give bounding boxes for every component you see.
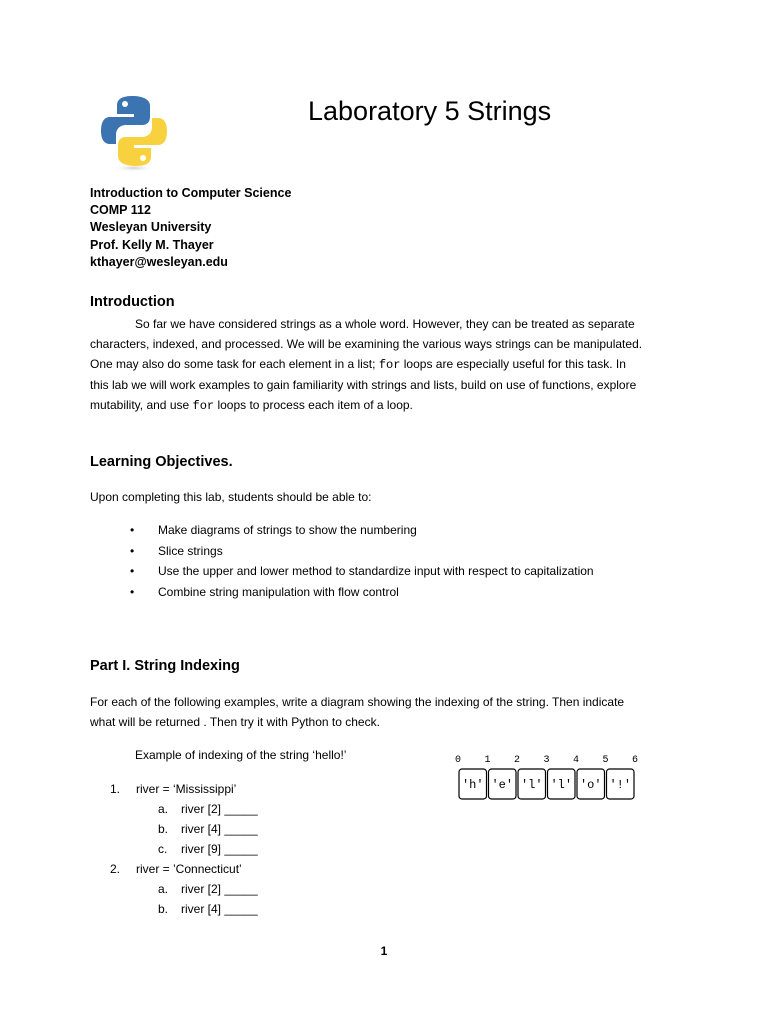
python-logo-icon [98, 92, 170, 174]
char-label: 'l' [520, 778, 543, 792]
page-number: 1 [380, 944, 388, 958]
paragraph-line: For each of the following examples, write a diagram showing the indexing of the string. Then indicate [90, 695, 625, 709]
bullet-icon: • [130, 523, 135, 537]
sub-question [110, 819, 258, 839]
text-run: loops to process each item of a loop. [214, 397, 413, 412]
paragraph-line [90, 354, 680, 374]
objectives-lead [90, 487, 680, 507]
bullet-icon: • [130, 584, 135, 599]
inline-code: for [192, 398, 215, 413]
char-label: 'h' [461, 778, 484, 792]
professor-email: kthayer@wesleyan.edu [90, 254, 228, 269]
question-list [110, 779, 258, 919]
paragraph-line [90, 395, 680, 415]
paragraph-line: So far we have considered strings as a whole word. However, they can be treated as separate [135, 317, 635, 331]
sub-question [110, 839, 258, 859]
index-label: 6 [631, 755, 639, 766]
list-item-text: Use the upper and lower method to standardize input with respect to capitalization [158, 564, 594, 579]
list-item-text: Slice strings [158, 543, 223, 558]
inline-code: for [378, 358, 401, 373]
index-label: 1 [484, 755, 491, 766]
sub-question [110, 799, 258, 819]
list-item-text: Combine string manipulation with flow control [158, 584, 399, 599]
sub-question-letter: c. [158, 842, 168, 856]
bullet-icon: • [130, 564, 135, 579]
string-index-diagram [450, 752, 650, 804]
question-text: river = ‘Mississippi’ [136, 782, 237, 796]
course-code: COMP 112 [90, 203, 151, 218]
index-label: 3 [543, 755, 550, 766]
list-item [130, 561, 594, 582]
course-name: Introduction to Computer Science [90, 186, 292, 200]
text-run: loops are especially useful for this task. In [400, 357, 626, 372]
question-number: 2. [110, 862, 121, 876]
sub-question-text: river [4] _____ [181, 902, 258, 916]
sub-question-text: river [2] _____ [181, 882, 258, 896]
sub-question-text: river [4] _____ [181, 822, 258, 836]
paragraph-line: what will be returned . Then try it with Python to check. [90, 715, 380, 730]
question-item [110, 859, 258, 879]
sub-question-text: river [9] _____ [181, 842, 258, 856]
index-label: 4 [572, 755, 580, 766]
page-title: Laboratory 5 Strings [308, 96, 552, 126]
paragraph-line: Upon completing this lab, students should be able to: [90, 490, 372, 504]
char-label: 'l' [550, 778, 573, 792]
course-header [90, 185, 291, 271]
question-item [110, 779, 258, 799]
question-text: river = ’Connecticut’ [136, 862, 242, 876]
char-label: 'o' [579, 778, 602, 792]
index-label: 2 [513, 755, 521, 766]
sub-question-text: river [2] _____ [181, 802, 258, 816]
index-label: 5 [602, 755, 609, 766]
char-label: '!' [609, 778, 632, 792]
list-item [130, 582, 594, 603]
objectives-list [130, 520, 594, 602]
char-label: 'e' [491, 778, 514, 792]
sub-question [110, 879, 258, 899]
bullet-icon: • [130, 543, 135, 558]
list-item-text: Make diagrams of strings to show the numbering [158, 523, 417, 537]
sub-question [110, 899, 258, 919]
example-caption: Example of indexing of the string ‘hello!’ [135, 748, 347, 762]
introduction-paragraph [90, 314, 680, 415]
part-one-heading: Part I. String Indexing [90, 658, 240, 674]
sub-question-letter: a. [158, 882, 169, 896]
paragraph-line: this lab we will work examples to gain familiarity with strings and lists, build on use of functions, explore [90, 377, 637, 392]
learning-objectives-heading: Learning Objectives. [90, 454, 233, 470]
professor-name: Prof. Kelly M. Thayer [90, 237, 214, 252]
university-name: Wesleyan University [90, 220, 212, 235]
sub-question-letter: a. [158, 802, 169, 816]
introduction-heading: Introduction [90, 294, 175, 310]
text-run: mutability, and use [90, 397, 193, 412]
list-item [130, 541, 594, 562]
question-number: 1. [110, 782, 121, 796]
text-run: One may also do some task for each element in a list; [90, 357, 379, 372]
index-label: 0 [454, 755, 462, 766]
part-one-paragraph [90, 692, 680, 732]
sub-question-letter: b. [158, 822, 169, 836]
sub-question-letter: b. [158, 902, 169, 916]
list-item [130, 520, 594, 541]
paragraph-line: characters, indexed, and processed. We will be examining the various ways strings can be manipulated. [90, 337, 643, 352]
